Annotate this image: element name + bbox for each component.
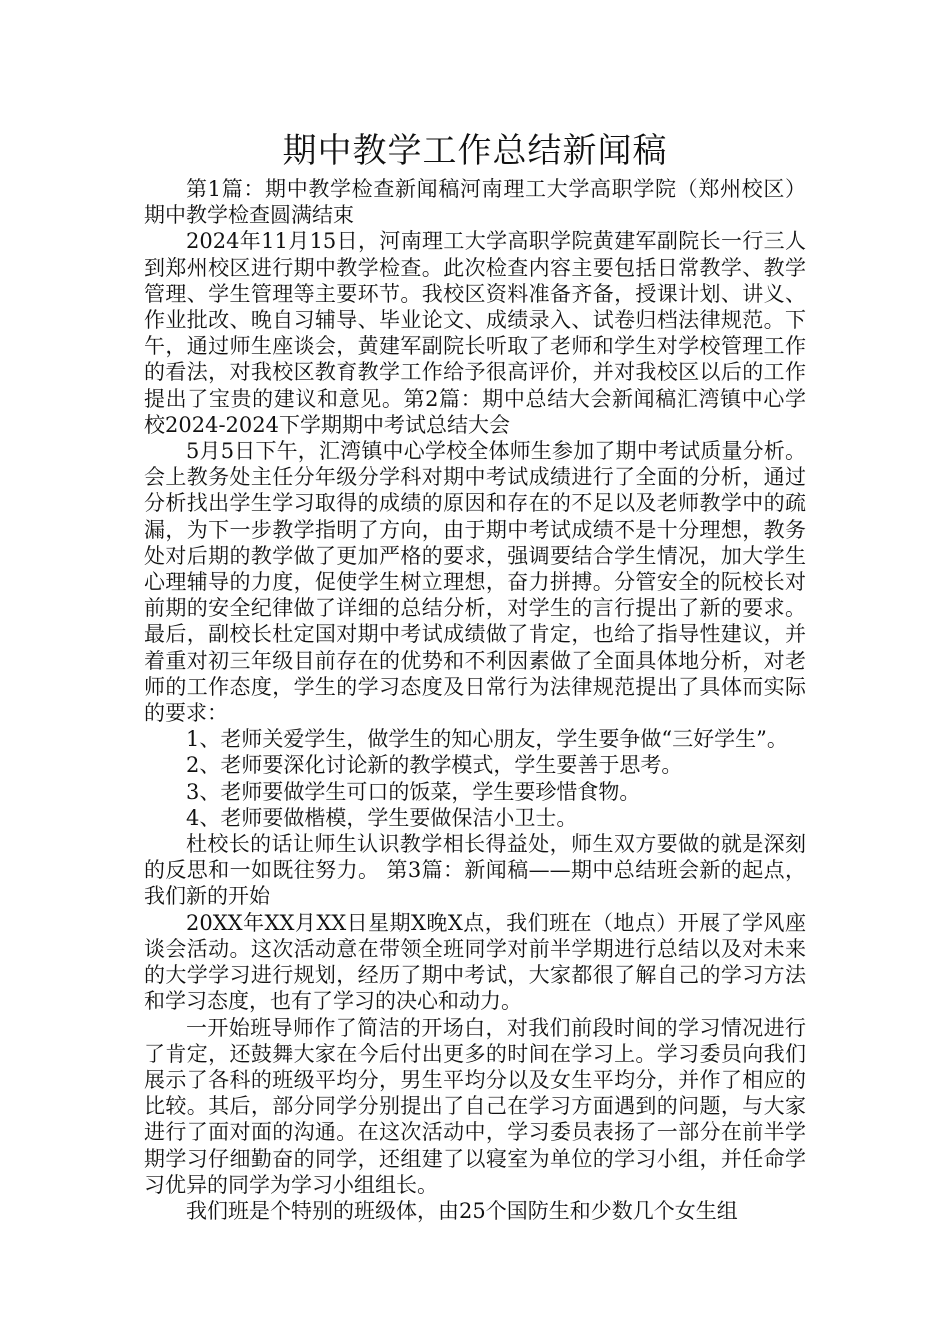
list-item-2: 2、老师要深化讨论新的教学模式，学生要善于思考。	[186, 753, 683, 778]
document-page	[144, 126, 806, 1224]
paragraph-1: 第1篇：期中教学检查新闻稿河南理工大学高职学院（郑州校区）期中教学检查圆满结束	[144, 177, 806, 228]
list-item-3: 3、老师要做学生可口的饭菜，学生要珍惜食物。	[186, 779, 641, 804]
list-item-4: 4、老师要做楷模，学生要做保洁小卫士。	[186, 805, 578, 830]
paragraph-2: 2024年11月15日，河南理工大学高职学院黄建军副院长一行三人到郑州校区进行期中教学检查。此次检查内容主要包括日常教学、教学管理、学生管理等主要环节。我校区资料准备齐备，授课计划、讲义、作业批改、晚自习辅导、毕业论文、成绩录入、试卷归档法律规范。下午，通过师生座谈会，黄建军副院长听取了老师和学生对学校管理工作的看法，对我校区教育教学工作给予很高评价，并对我校区以后的工作提出了宝贵的建议和意见。第2篇：期中总结大会新闻稿汇湾镇中心学校2024-2024下学期期中考试总结大会	[144, 229, 806, 437]
list-item-1: 1、老师关爱学生，做学生的知心朋友，学生要争做“三好学生”。	[186, 727, 788, 752]
paragraph-7: 我们班是个特别的班级体，由25个国防生和少数几个女生组	[186, 1198, 738, 1223]
paragraph-5: 20XX年XX月XX日星期X晚X点，我们班在（地点）开展了学风座谈会活动。这次活动意在带领全班同学对前半学期进行总结以及对未来的大学学习进行规划，经历了期中考试，大家都很了解自己的学习方法和学习态度，也有了学习的决心和动力。	[144, 910, 806, 1014]
document-title: 期中教学工作总结新闻稿	[282, 131, 668, 171]
paragraph-6: 一开始班导师作了简洁的开场白，对我们前段时间的学习情况进行了肯定，还鼓舞大家在今后付出更多的时间在学习上。学习委员向我们展示了各科的班级平均分，男生平均分以及女生平均分，并作了相应的比较。其后，部分同学分别提出了自己在学习方面遇到的问题，与大家进行了面对面的沟通。在这次活动中，学习委员表扬了一部分在前半学期学习仔细勤奋的同学，还组建了以寝室为单位的学习小组，并任命学习优异的同学为学习小组组长。	[144, 1015, 806, 1197]
paragraph-3: 5月5日下午，汇湾镇中心学校全体师生参加了期中考试质量分析。会上教务处主任分年级分学科对期中考试成绩进行了全面的分析，通过分析找出学生学习取得的成绩的原因和存在的不足以及老师教学中的疏漏，为下一步教学指明了方向，由于期中考试成绩不是十分理想，教务处对后期的教学做了更加严格的要求，强调要结合学生情况，加大学生心理辅导的力度，促使学生树立理想，奋力拼搏。分管安全的阮校长对前期的安全纪律做了详细的总结分析，对学生的言行提出了新的要求。最后，副校长杜定国对期中考试成绩做了肯定，也给了指导性建议，并着重对初三年级目前存在的优势和不利因素做了全面具体地分析，对老师的工作态度，学生的学习态度及日常行为法律规范提出了具体而实际的要求：	[144, 439, 806, 726]
paragraph-4: 杜校长的话让师生认识教学相长得益处，师生双方要做的就是深刻的反思和一如既往努力。 第3篇：新闻稿——期中总结班会新的起点，我们新的开始	[144, 832, 806, 909]
